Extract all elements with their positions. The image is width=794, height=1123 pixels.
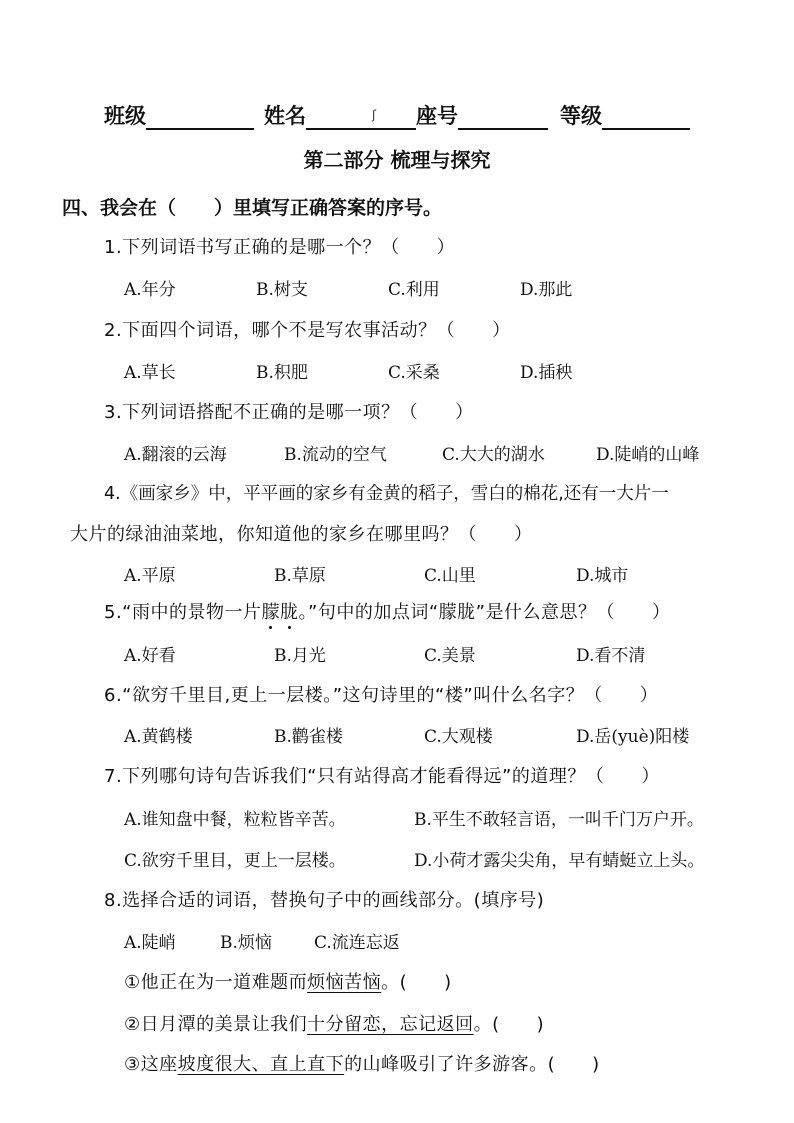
section-title: 第二部分 梳理与探究 — [303, 148, 491, 172]
sentence-3-post[interactable]: 的山峰吸引了许多游客。( ) — [344, 1054, 600, 1075]
sentence-3-underlined: 坡度很大、直上直下 — [177, 1054, 345, 1075]
sentence-2-pre: ②日月潭的美景让我们 — [124, 1014, 308, 1035]
grade-label: 等级 — [560, 104, 602, 128]
sentence-1-pre: ①他正在为一道难题而 — [124, 972, 308, 993]
question-8-option-a[interactable]: A.陡峭 — [124, 933, 176, 953]
question-6-option-b[interactable]: B.鹳雀楼 — [274, 727, 343, 747]
question-8-sentence-3 — [124, 1050, 600, 1076]
question-6-option-d[interactable]: D.岳(yuè)阳楼 — [576, 727, 690, 747]
question-1-stem: 1.下列词语书写正确的是哪一个？（ ） — [104, 237, 456, 258]
question-8-sentence-1 — [124, 968, 452, 994]
question-8-stem: 8.选择合适的词语，替换句子中的画线部分。(填序号) — [104, 890, 545, 911]
student-info-line — [104, 100, 690, 130]
question-1-option-b[interactable]: B.树支 — [256, 280, 308, 300]
sentence-1-underlined: 烦恼苦恼 — [307, 972, 382, 993]
question-5-option-d[interactable]: D.看不清 — [576, 646, 646, 666]
question-7-stem: 7.下列哪句诗句告诉我们“只有站得高才能看得远”的道理？（ ） — [104, 766, 660, 787]
question-7-option-d[interactable]: D.小荷才露尖尖角，早有蜻蜓立上头。 — [414, 851, 705, 871]
question-4-stem-line-1: 4.《画家乡》中，平平画的家乡有金黄的稻子，雪白的棉花,还有一大片一 — [104, 484, 669, 504]
question-6-stem: 6.“欲穷千里目,更上一层楼。”这句诗里的“楼”叫什么名字？（ ） — [104, 685, 659, 706]
dotted-char-2: 胧 — [280, 602, 299, 623]
question-1-option-c[interactable]: C.利用 — [388, 280, 440, 300]
question-7-option-b[interactable]: B.平生不敢轻言语，一叫千门万户开。 — [414, 810, 704, 830]
question-5-stem-end: 。”句中的加点词“朦胧”是什么意思？（ ） — [298, 602, 671, 623]
question-4-option-b[interactable]: B.草原 — [274, 566, 326, 586]
question-4-option-d[interactable]: D.城市 — [576, 566, 629, 586]
question-3-option-d[interactable]: D.陡峭的山峰 — [596, 445, 700, 465]
dotted-char-1: 朦 — [261, 602, 280, 623]
question-5-stem — [104, 598, 670, 624]
question-2-stem: 2.下面四个词语，哪个不是写农事活动？（ ） — [104, 320, 511, 341]
sentence-1-post[interactable]: 。( ) — [381, 972, 452, 993]
question-1-option-d[interactable]: D.那此 — [520, 280, 573, 300]
sentence-3-pre: ③这座 — [124, 1054, 178, 1075]
sentence-2-post[interactable]: 。( ) — [473, 1014, 545, 1035]
question-3-stem: 3.下列词语搭配不正确的是哪一项？（ ） — [104, 402, 474, 423]
seat-label: 座号 — [416, 104, 458, 128]
question-8-option-b[interactable]: B.烦恼 — [220, 933, 272, 953]
question-5-option-c[interactable]: C.美景 — [424, 646, 476, 666]
question-3-option-b[interactable]: B.流动的空气 — [284, 445, 387, 465]
seat-blank[interactable] — [458, 106, 548, 130]
question-5-option-a[interactable]: A.好看 — [124, 646, 176, 666]
question-6-option-a[interactable]: A.黄鹤楼 — [124, 727, 193, 747]
question-7-option-c[interactable]: C.欲穷千里目，更上一层楼。 — [124, 851, 346, 871]
name-handwritten-mark: ʃ — [372, 108, 377, 122]
question-6-option-c[interactable]: C.大观楼 — [424, 727, 493, 747]
question-2-option-c[interactable]: C.采桑 — [388, 363, 440, 383]
question-3-option-a[interactable]: A.翻滚的云海 — [124, 445, 227, 465]
question-7-option-a[interactable]: A.谁知盘中餐，粒粒皆辛苦。 — [124, 810, 346, 830]
question-8-option-c[interactable]: C.流连忘返 — [314, 933, 400, 953]
question-5-stem-start: 5.“雨中的景物一片 — [104, 602, 262, 623]
question-2-option-a[interactable]: A.草长 — [124, 363, 176, 383]
question-5-option-b[interactable]: B.月光 — [274, 646, 326, 666]
question-8-sentence-2 — [124, 1010, 544, 1036]
grade-blank[interactable] — [602, 106, 690, 130]
question-4-stem-line-2: 大片的绿油油菜地，你知道他的家乡在哪里吗？（ ） — [70, 524, 533, 545]
question-2-option-d[interactable]: D.插秧 — [520, 363, 573, 383]
name-blank[interactable] — [306, 106, 416, 130]
question-1-option-a[interactable]: A.年分 — [124, 280, 176, 300]
class-blank[interactable] — [146, 106, 254, 130]
question-4-option-c[interactable]: C.山里 — [424, 566, 476, 586]
question-2-option-b[interactable]: B.积肥 — [256, 363, 308, 383]
sentence-2-underlined: 十分留恋，忘记返回 — [307, 1014, 474, 1035]
class-label: 班级 — [104, 104, 146, 128]
question-3-option-c[interactable]: C.大大的湖水 — [442, 445, 545, 465]
name-label: 姓名 — [264, 104, 306, 128]
question-4-option-a[interactable]: A.平原 — [124, 566, 176, 586]
part-title: 四、我会在（ ）里填写正确答案的序号。 — [62, 197, 443, 219]
